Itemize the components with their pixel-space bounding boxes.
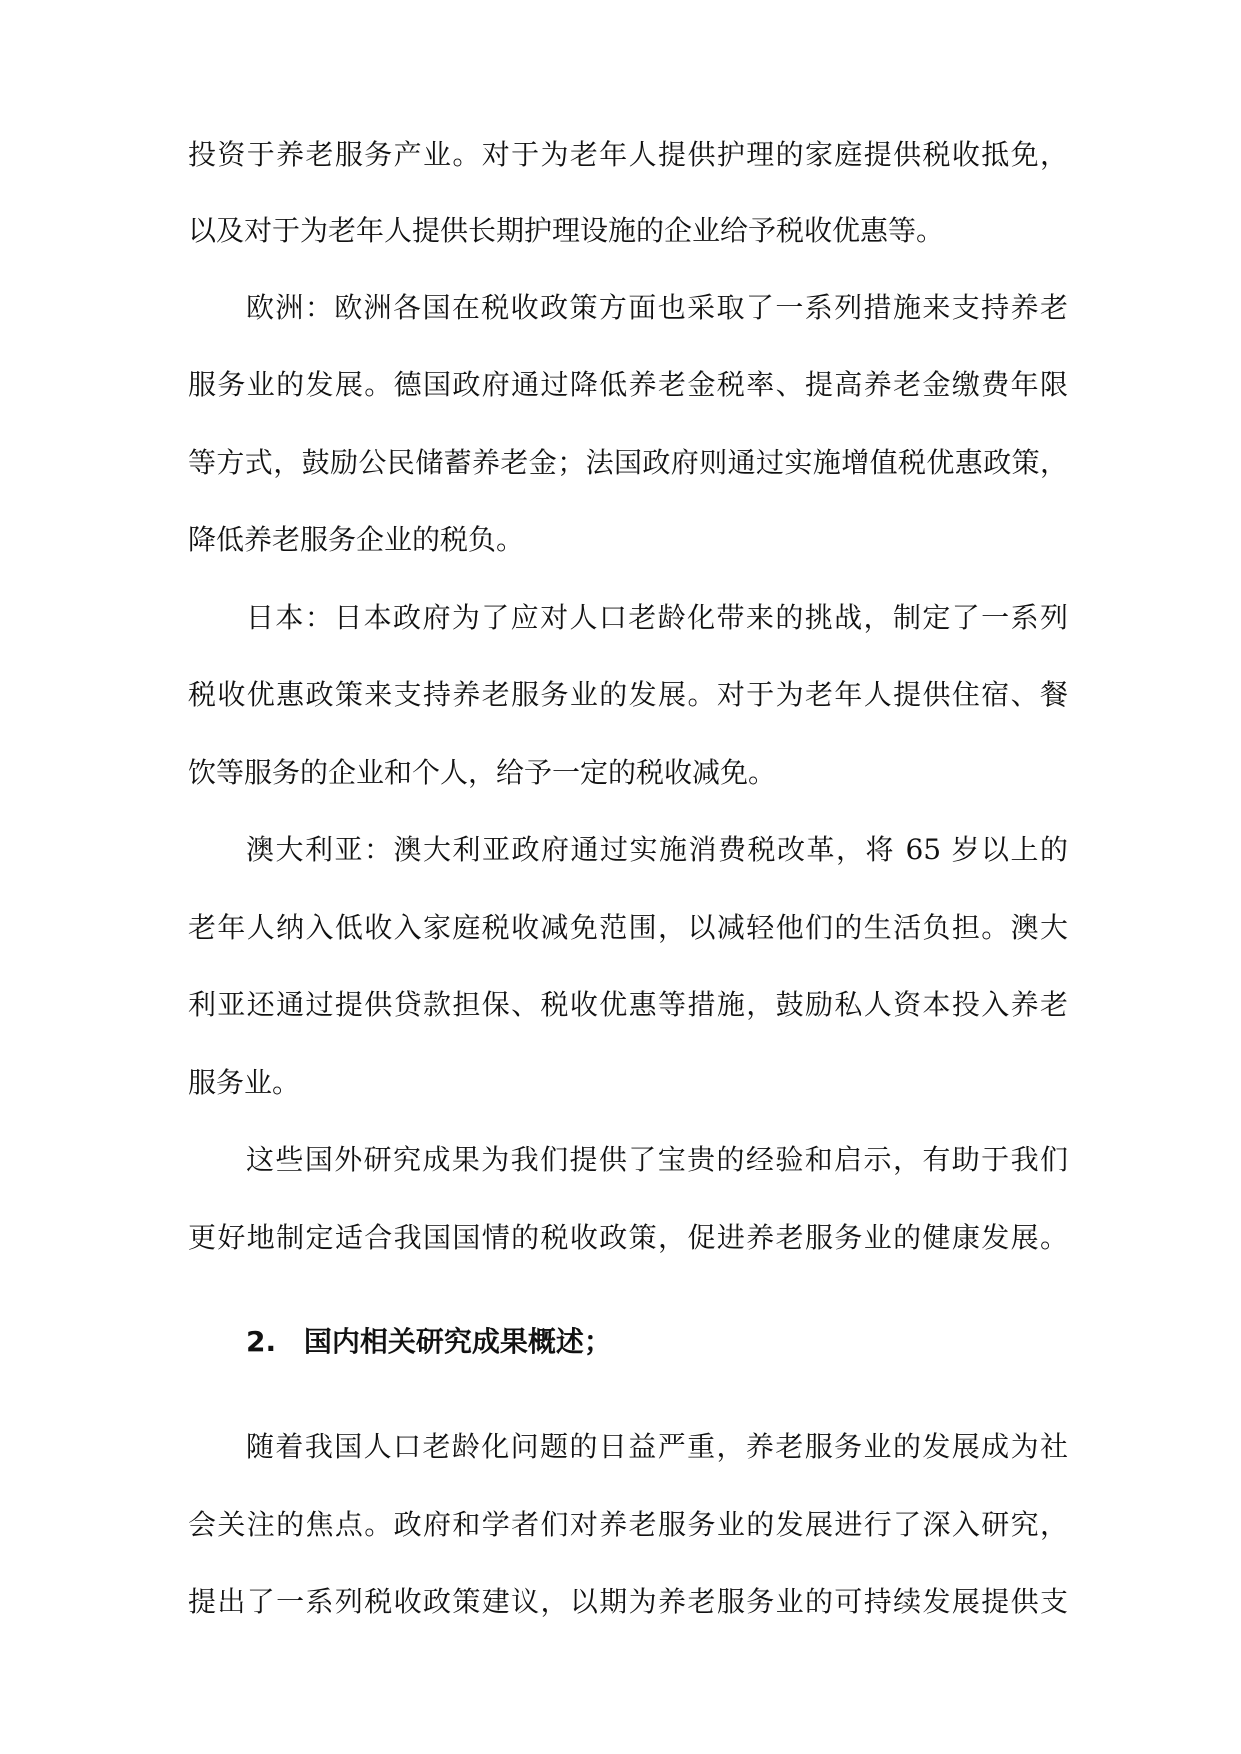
paragraph-line: 会关注的焦点。政府和学者们对养老服务业的发展进行了深入研究， <box>188 1508 1068 1541</box>
paragraph-line: 日本：日本政府为了应对人口老龄化带来的挑战，制定了一系列 <box>246 601 1068 634</box>
paragraph-line: 欧洲：欧洲各国在税收政策方面也采取了一系列措施来支持养老 <box>246 291 1068 324</box>
paragraph-line: 更好地制定适合我国国情的税收政策，促进养老服务业的健康发展。 <box>188 1221 1068 1254</box>
paragraph-line: 降低养老服务企业的税负。 <box>188 523 525 556</box>
paragraph-line: 税收优惠政策来支持养老服务业的发展。对于为老年人提供住宿、餐 <box>188 678 1068 711</box>
section-heading <box>246 1318 612 1366</box>
paragraph-line: 以及对于为老年人提供长期护理设施的企业给予税收优惠等。 <box>188 214 945 247</box>
paragraph-line: 饮等服务的企业和个人，给予一定的税收减免。 <box>188 756 777 789</box>
section-title: 国内相关研究成果概述； <box>303 1325 612 1358</box>
paragraph-line: 利亚还通过提供贷款担保、税收优惠等措施，鼓励私人资本投入养老 <box>188 988 1068 1021</box>
section-number: 2. <box>246 1325 277 1358</box>
paragraph-line: 投资于养老服务产业。对于为老年人提供护理的家庭提供税收抵免， <box>188 138 1068 171</box>
paragraph-line: 提出了一系列税收政策建议，以期为养老服务业的可持续发展提供支 <box>188 1585 1068 1618</box>
paragraph-line: 澳大利亚：澳大利亚政府通过实施消费税改革，将 65 岁以上的 <box>246 833 1068 866</box>
paragraph-line: 这些国外研究成果为我们提供了宝贵的经验和启示，有助于我们 <box>246 1143 1068 1176</box>
paragraph-line: 服务业的发展。德国政府通过降低养老金税率、提高养老金缴费年限 <box>188 368 1068 401</box>
paragraph-line: 随着我国人口老龄化问题的日益严重，养老服务业的发展成为社 <box>246 1430 1068 1463</box>
paragraph-line: 等方式，鼓励公民储蓄养老金；法国政府则通过实施增值税优惠政策， <box>188 446 1068 479</box>
paragraph-line: 老年人纳入低收入家庭税收减免范围，以减轻他们的生活负担。澳大 <box>188 911 1068 944</box>
paragraph-line: 服务业。 <box>188 1066 301 1099</box>
